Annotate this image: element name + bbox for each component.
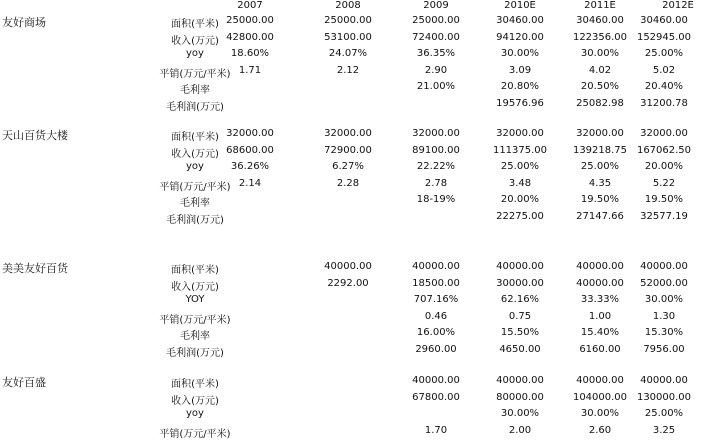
row-label: yoy <box>186 408 204 419</box>
row-label: 毛利润(万元) <box>166 214 224 226</box>
table-cell: 89100.00 <box>412 144 460 156</box>
table-cell: 27147.66 <box>576 210 624 222</box>
table-cell: 30000.00 <box>496 277 544 289</box>
store-name: 美美友好百货 <box>2 262 68 275</box>
table-cell: 32000.00 <box>576 128 624 139</box>
table-cell: 32000.00 <box>412 128 460 139</box>
table-cell: 2.90 <box>424 64 448 76</box>
row-label: 毛利率 <box>180 85 210 96</box>
table-cell: 30460.00 <box>576 15 624 26</box>
table-cell: 40000.00 <box>576 261 624 272</box>
row-label: 平销(万元/平米) <box>159 181 231 193</box>
row-label: yoy <box>186 48 204 59</box>
table-cell: 18-19% <box>416 194 456 205</box>
table-cell: 40000.00 <box>576 277 624 289</box>
table-cell: 22275.00 <box>496 210 544 222</box>
table-cell: 19.50% <box>580 194 620 205</box>
table-cell: 6.27% <box>332 161 364 172</box>
table-cell: 20.40% <box>644 81 684 92</box>
table-cell: 40000.00 <box>640 261 688 272</box>
table-cell: 40000.00 <box>496 261 544 272</box>
table-cell: 22.22% <box>416 161 456 172</box>
table-cell: 40000.00 <box>576 375 624 386</box>
table-cell: 15.50% <box>500 327 540 338</box>
table-cell: 30.00% <box>500 408 540 419</box>
row-label: 毛利率 <box>180 198 210 209</box>
table-cell: 20.80% <box>500 81 540 92</box>
table-cell: 2.60 <box>588 424 612 436</box>
table-cell: 25000.00 <box>226 15 274 26</box>
table-cell: 40000.00 <box>412 375 460 386</box>
table-cell: 33.33% <box>580 294 620 305</box>
table-cell: 2.12 <box>336 64 360 76</box>
table-cell: 16.00% <box>416 327 456 338</box>
table-cell: 32577.19 <box>640 210 688 222</box>
table-cell: 53100.00 <box>324 31 372 43</box>
row-label: 收入(万元) <box>171 35 219 47</box>
table-cell: 25.00% <box>500 161 540 172</box>
table-cell: 40000.00 <box>496 375 544 386</box>
row-label: YOY <box>185 294 205 305</box>
table-cell: 3.09 <box>508 64 532 76</box>
table-cell: 111375.00 <box>492 144 548 156</box>
table-cell: 18500.00 <box>412 277 460 289</box>
year-header: 2012E <box>662 0 694 11</box>
table-cell: 20.00% <box>500 194 540 205</box>
table-cell: 2960.00 <box>415 343 457 355</box>
row-label: yoy <box>186 161 204 172</box>
table-cell: 32000.00 <box>324 128 372 139</box>
row-label: 面积(平米) <box>171 379 219 390</box>
year-header: 2009 <box>423 0 449 11</box>
table-cell: 80000.00 <box>496 391 544 403</box>
table-cell: 62.16% <box>500 294 540 305</box>
table-cell: 40000.00 <box>640 375 688 386</box>
table-cell: 15.30% <box>644 327 684 338</box>
table-cell: 42800.00 <box>226 31 274 43</box>
table-cell: 104000.00 <box>572 391 628 403</box>
table-cell: 36.35% <box>416 48 456 59</box>
table-cell: 3.25 <box>652 424 676 436</box>
row-label: 毛利润(万元) <box>166 101 224 113</box>
table-cell: 6160.00 <box>579 343 621 355</box>
table-cell: 15.40% <box>580 327 620 338</box>
store-name: 天山百货大楼 <box>2 129 68 142</box>
table-cell: 18.60% <box>230 48 270 59</box>
table-cell: 32000.00 <box>226 128 274 139</box>
row-label: 毛利润(万元) <box>166 347 224 359</box>
year-header: 2007 <box>237 0 263 11</box>
table-cell: 2292.00 <box>327 277 369 289</box>
table-cell: 167062.50 <box>636 144 692 156</box>
table-cell: 130000.00 <box>636 391 692 403</box>
year-header: 2011E <box>584 0 616 11</box>
table-cell: 25.00% <box>580 161 620 172</box>
table-cell: 25000.00 <box>324 15 372 26</box>
table-cell: 5.22 <box>652 177 676 189</box>
year-header: 2008 <box>335 0 361 11</box>
table-cell: 30.00% <box>500 48 540 59</box>
table-cell: 2.78 <box>424 177 448 189</box>
table-cell: 30.00% <box>644 294 684 305</box>
row-label: 平销(万元/平米) <box>159 314 231 326</box>
table-cell: 36.26% <box>230 161 270 172</box>
table-cell: 30.00% <box>580 48 620 59</box>
table-cell: 24.07% <box>328 48 368 59</box>
row-label: 面积(平米) <box>171 19 219 30</box>
table-cell: 21.00% <box>416 81 456 92</box>
table-cell: 32000.00 <box>640 128 688 139</box>
table-cell: 31200.78 <box>640 97 688 109</box>
table-cell: 67800.00 <box>412 391 460 403</box>
table-cell: 2.28 <box>336 177 360 189</box>
row-label: 毛利率 <box>180 331 210 342</box>
table-cell: 20.00% <box>644 161 684 172</box>
table-cell: 30460.00 <box>640 15 688 26</box>
table-cell: 25082.98 <box>576 97 624 109</box>
table-cell: 30.00% <box>580 408 620 419</box>
row-label: 收入(万元) <box>171 281 219 293</box>
table-cell: 3.48 <box>508 177 532 189</box>
table-cell: 707.16% <box>413 294 459 305</box>
table-cell: 0.75 <box>508 310 532 322</box>
row-label: 平销(万元/平米) <box>159 428 231 440</box>
table-cell: 0.46 <box>424 310 448 322</box>
table-cell: 7956.00 <box>643 343 685 355</box>
table-cell: 40000.00 <box>412 261 460 272</box>
row-label: 面积(平米) <box>171 265 219 276</box>
table-cell: 1.70 <box>424 424 448 436</box>
table-cell: 19576.96 <box>496 97 544 109</box>
year-header: 2010E <box>504 0 536 11</box>
table-cell: 68600.00 <box>226 144 274 156</box>
row-label: 平销(万元/平米) <box>159 68 231 80</box>
table-cell: 72400.00 <box>412 31 460 43</box>
table-cell: 72900.00 <box>324 144 372 156</box>
table-cell: 2.14 <box>238 177 262 189</box>
table-cell: 122356.00 <box>572 31 628 43</box>
table-cell: 30460.00 <box>496 15 544 26</box>
row-label: 收入(万元) <box>171 148 219 160</box>
table-cell: 94120.00 <box>496 31 544 43</box>
table-cell: 139218.75 <box>572 144 628 156</box>
store-name: 友好百盛 <box>2 376 46 389</box>
table-cell: 40000.00 <box>324 261 372 272</box>
table-cell: 1.30 <box>652 310 676 322</box>
table-cell: 25.00% <box>644 408 684 419</box>
table-cell: 19.50% <box>644 194 684 205</box>
table-cell: 25.00% <box>644 48 684 59</box>
table-cell: 32000.00 <box>496 128 544 139</box>
table-cell: 1.71 <box>238 64 262 76</box>
table-cell: 5.02 <box>652 64 676 76</box>
table-cell: 1.00 <box>588 310 612 322</box>
table-cell: 4.02 <box>588 64 612 76</box>
row-label: 收入(万元) <box>171 395 219 407</box>
row-label: 面积(平米) <box>171 132 219 143</box>
table-cell: 152945.00 <box>636 31 692 43</box>
table-cell: 2.00 <box>508 424 532 436</box>
table-cell: 4650.00 <box>499 343 541 355</box>
store-name: 友好商场 <box>2 16 46 29</box>
table-cell: 4.35 <box>588 177 612 189</box>
table-cell: 52000.00 <box>640 277 688 289</box>
table-cell: 20.50% <box>580 81 620 92</box>
table-cell: 25000.00 <box>412 15 460 26</box>
